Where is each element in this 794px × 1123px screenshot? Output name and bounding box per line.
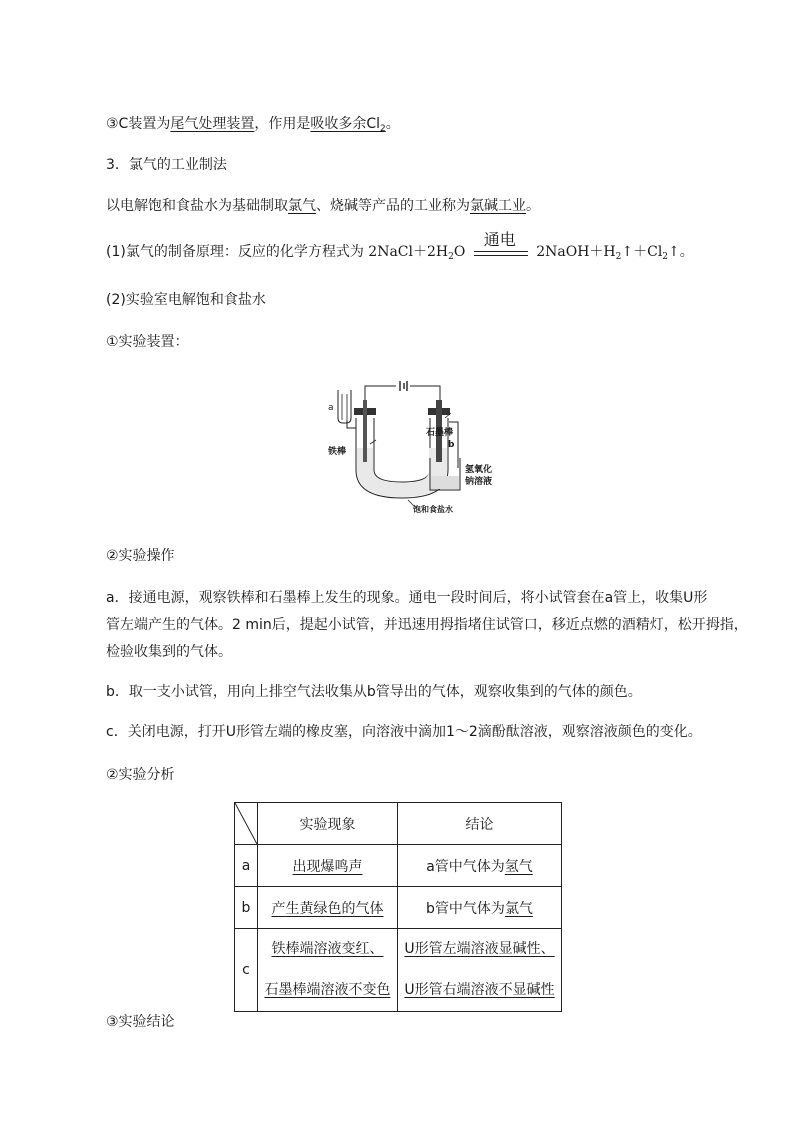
conclusion-cell <box>398 845 562 887</box>
label-naoh-line1: 氢氧化 <box>465 465 493 475</box>
label-graphite-rod: 石墨棒 <box>426 428 454 438</box>
phenomenon-text: 出现爆鸣声 <box>292 858 363 875</box>
u-tube-inner <box>374 418 430 482</box>
subsection-analysis: ②实验分析 <box>106 767 175 783</box>
label-iron-rod: 铁棒 <box>328 447 347 457</box>
text: O <box>453 244 466 260</box>
subsection-conclusion: ③实验结论 <box>106 1014 175 1030</box>
text: ③C装置为 <box>106 116 171 132</box>
table-row <box>235 845 562 887</box>
text: 。 <box>385 116 400 132</box>
condition-label: 通电 <box>483 230 516 249</box>
text: 以电解饱和食盐水为基础制取 <box>106 198 288 214</box>
answer-chlorine: 氯气 <box>288 198 316 214</box>
apparatus-svg <box>318 378 508 518</box>
equals-line-bottom <box>474 255 528 256</box>
text: 、烧碱等产品的工业称为 <box>316 198 470 214</box>
table-row <box>235 887 562 929</box>
conclusion-text-1: U形管左端溶液显碱性、 <box>404 941 555 957</box>
iron-rod <box>363 400 367 462</box>
equation-rhs <box>536 244 694 260</box>
answer-tail-gas: 尾气处理装置 <box>170 116 255 132</box>
test-tube-a <box>338 390 351 423</box>
label-brine: 饱和食盐水 <box>413 505 453 514</box>
row-label: a <box>235 845 258 887</box>
answer-hydrogen: 氢气 <box>504 858 533 875</box>
operation-a-line1: a．接通电源，观察铁棒和石墨棒上发生的现象。通电一段时间后，将小试管套在a管上，收集U形 <box>106 590 708 606</box>
operation-a-line3: 检验收集到的气体。 <box>106 644 232 660</box>
reaction-condition <box>470 230 532 262</box>
phenomenon-text: 产生黄绿色的气体 <box>271 900 384 917</box>
paragraph-equation <box>106 230 694 267</box>
operation-a-line2: 管左端产生的气体。2 min后，提起小试管，并迅速用拇指堵住试管口，移近点燃的酒精灯，松开拇指， <box>106 617 748 633</box>
phenomenon-text-2: 石墨棒端溶液不变色 <box>264 982 391 998</box>
text: b管中气体为 <box>426 900 505 917</box>
electrolysis-apparatus-diagram <box>318 378 508 518</box>
header-phenomenon: 实验现象 <box>258 803 398 845</box>
answer-chlor-alkali: 氯碱工业 <box>470 198 526 214</box>
naoh-solution <box>431 476 459 489</box>
equals-line-top <box>474 251 528 252</box>
phenomenon-cell <box>258 929 398 1012</box>
text: (1)氯气的制备原理：反应的化学方程式为 <box>106 244 364 260</box>
paragraph-chlor-alkali <box>106 196 540 216</box>
paragraph-c-device <box>106 114 400 139</box>
subscript: 2 <box>448 252 454 262</box>
text: 2NaCl＋2H <box>368 244 449 260</box>
phenomenon-text-1: 铁棒端溶液变红、 <box>271 941 384 957</box>
conclusion-cell <box>398 929 562 1012</box>
conclusion-text-2: U形管右端溶液不显碱性 <box>404 982 555 998</box>
subscript: 2 <box>662 252 669 262</box>
text: 吸收多余Cl <box>310 116 380 132</box>
analysis-table <box>234 802 562 1012</box>
header-conclusion: 结论 <box>398 803 562 845</box>
phenomenon-cell <box>258 845 398 887</box>
corner-cell <box>235 803 258 845</box>
row-label: c <box>235 929 258 1012</box>
answer-absorb <box>310 116 385 132</box>
text: ，作用是 <box>254 116 311 132</box>
operation-b: b．取一支小试管，用向上排空气法收集从b管导出的气体，观察收集到的气体的颜色。 <box>106 684 642 700</box>
conclusion-cell <box>398 887 562 929</box>
wire-right <box>410 386 440 408</box>
table-row <box>235 929 562 1012</box>
equation-lhs <box>368 244 465 260</box>
label-naoh-line2: 钠溶液 <box>465 477 493 487</box>
subsection-operation: ②实验操作 <box>106 548 175 564</box>
text: ↑。 <box>668 244 694 260</box>
diagonal-line <box>235 803 257 844</box>
text: ↑＋Cl <box>621 244 663 260</box>
subscript: 2 <box>380 124 386 134</box>
wire-left <box>365 386 396 408</box>
operation-c: c．关闭电源，打开U形管左端的橡皮塞，向溶液中滴加1～2滴酚酞溶液，观察溶液颜色的变化。 <box>106 724 702 740</box>
text: a管中气体为 <box>426 858 505 875</box>
subscript: 2 <box>615 252 622 262</box>
text: 。 <box>526 198 540 214</box>
label-b: b <box>448 440 455 450</box>
answer-chlorine-gas: 氯气 <box>504 900 533 917</box>
section-heading-3: 3．氯气的工业制法 <box>106 157 227 173</box>
label-a: a <box>328 403 334 413</box>
battery-icon <box>400 381 407 391</box>
text: 2NaOH＋H <box>536 244 616 260</box>
subsection-apparatus: ①实验装置： <box>106 334 189 350</box>
subsection-lab: (2)实验室电解饱和食盐水 <box>106 292 266 308</box>
phenomenon-cell <box>258 887 398 929</box>
row-label: b <box>235 887 258 929</box>
